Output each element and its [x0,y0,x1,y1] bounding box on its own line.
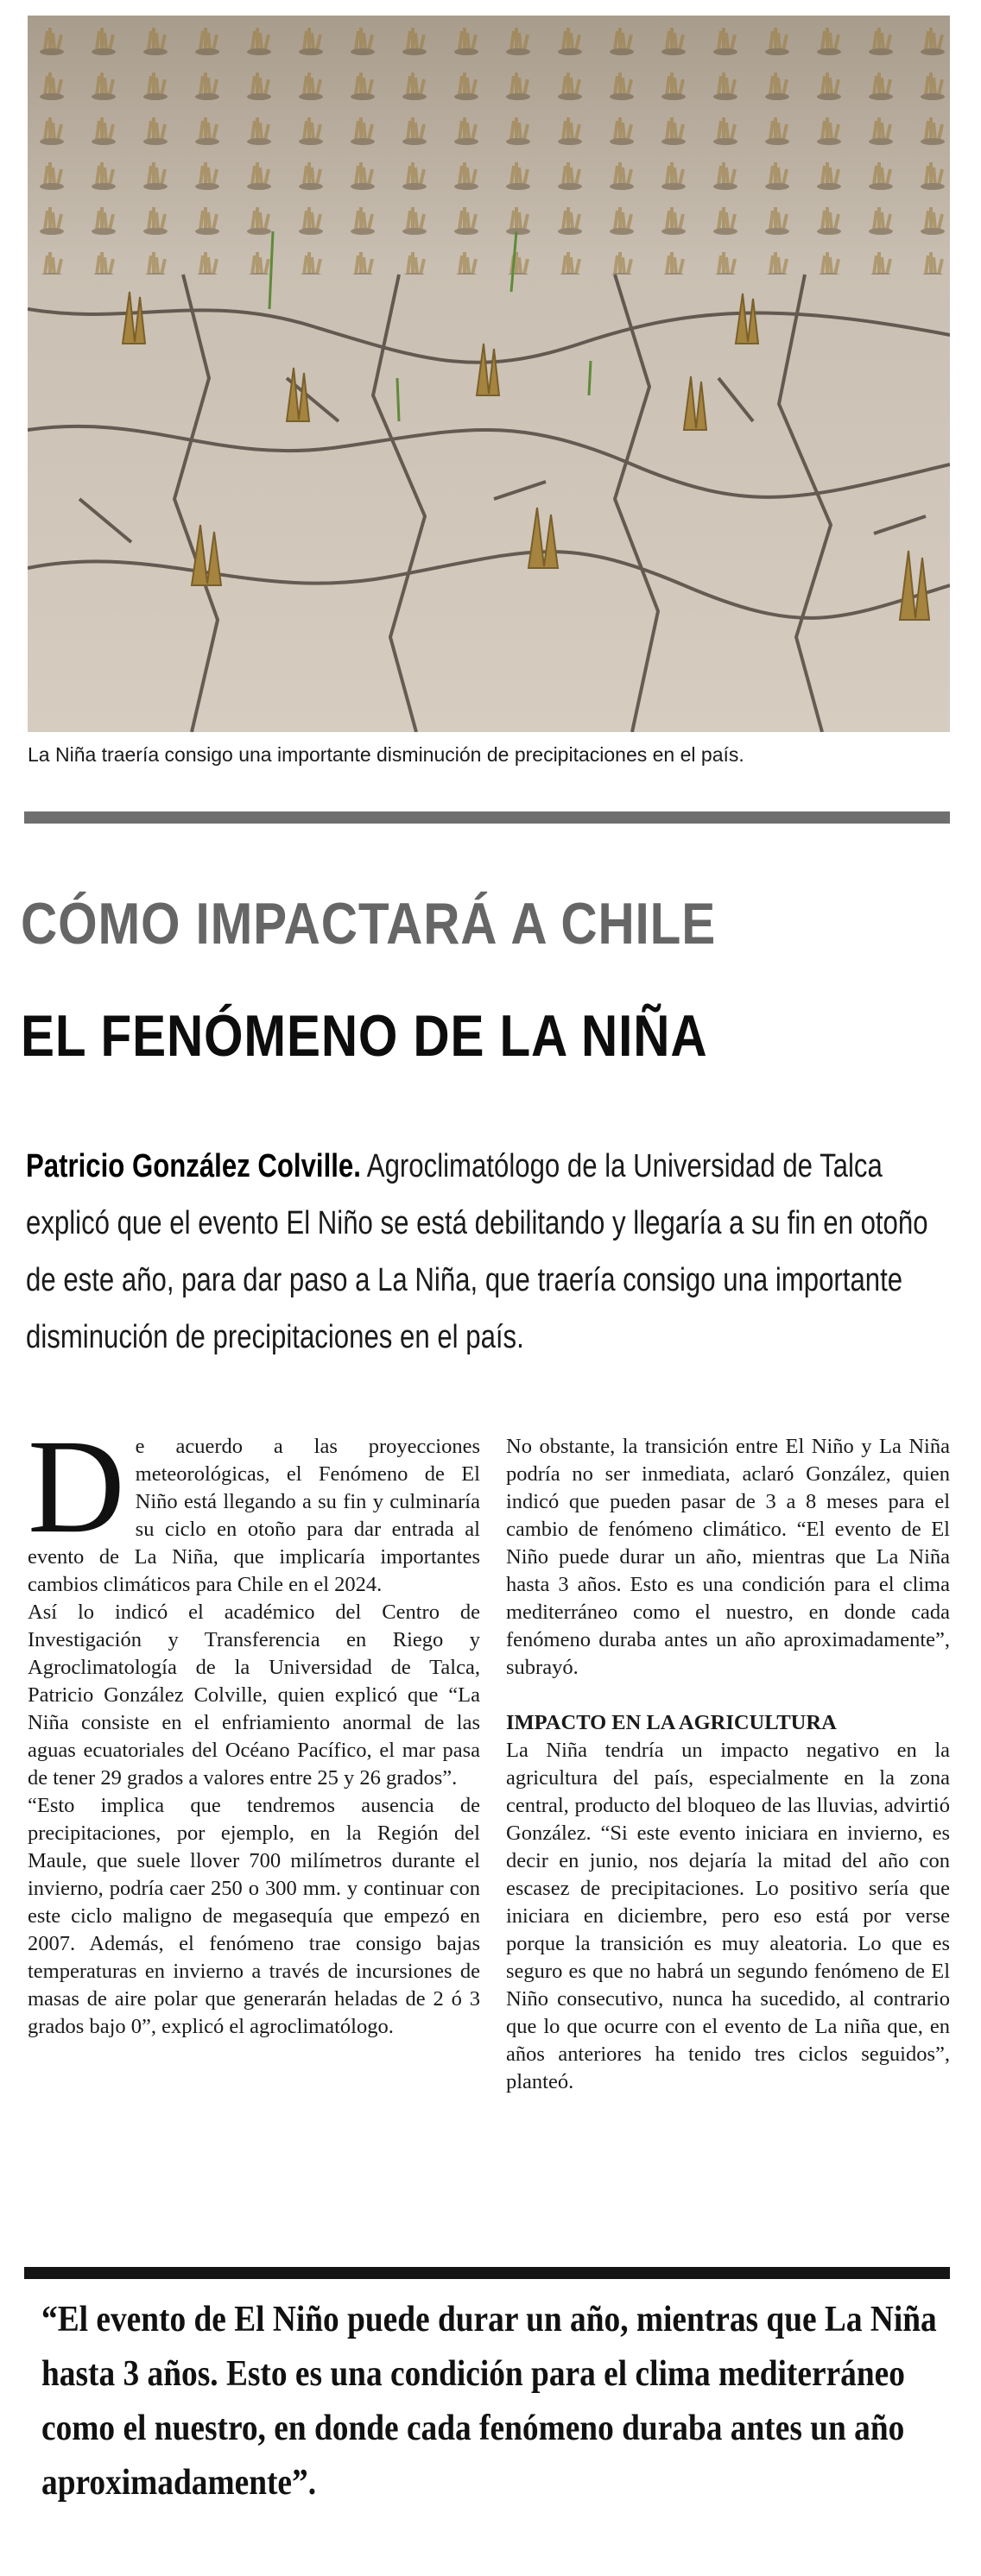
body-paragraph-1: e acuerdo a las proyecciones meteorológicas, el Fenómeno de El Niño está llegando a su fin y culminaría su ciclo en otoño para dar entrada al evento de La Niña, que implicaría importantes cambios climáticos para Chile en el 2024. [28,1435,480,1596]
drop-cap: D [28,1411,125,1561]
headline-line-1: CÓMO IMPACTARÁ A CHILE [21,891,717,957]
section-subheading: IMPACTO EN LA AGRICULTURA [506,1711,837,1734]
section-divider [24,811,950,824]
dry-field-photo [28,16,950,732]
photo-caption: La Niña traería consigo una importante disminución de precipitaciones en el país. [28,743,744,766]
body-paragraph-4: No obstante, la transición entre El Niño y La Niña podría no ser inmediata, aclaró González, quien indicó que pueden pasar de 3 a 8 meses para el cambio de fenómeno climático. “El evento de El Niño puede durar un año, mientras que La Niña hasta 3 años. Esto es una condición para el clima mediterráneo como el nuestro, en donde cada fenómeno duraba antes un año aproximadamente”, subrayó. [506,1435,950,1679]
lead-paragraph [26,1138,953,1366]
body-paragraph-5: La Niña tendría un impacto negativo en la agricultura del país, especialmente en la zona central, producto del bloqueo de las lluvias, advirtió González. “Si este evento iniciara en invierno, es decir en junio, nos dejaría la mitad del año con escasez de precipitaciones. Lo positivo sería que iniciara en diciembre, pero eso está por verse porque la transición es muy aleatoria. Lo que es seguro es que no habrá un segundo fenómeno de El Niño consecutivo, nunca ha sucedido, al contrario que lo que ocurre con el evento de La niña que, en años anteriores ha tenido tres ciclos seguidos”, planteó. [506,1739,950,2093]
cracked-earth-image [28,16,950,732]
article-column-left [28,1411,480,2041]
headline-line-2: EL FENÓMENO DE LA NIÑA [21,1003,708,1069]
article-column-right [506,1433,950,2096]
body-paragraph-2: Así lo indicó el académico del Centro de Investigación y Transferencia en Riego y Agroclimatología de la Universidad de Talca, Patricio González Colville, quien explicó que “La Niña consiste en el enfriamiento anormal de las aguas ecuatoriales del Océano Pacífico, el mar pasa de tener 29 grados a valores entre 25 y 26 grados”. [28,1601,480,1790]
body-paragraph-3: “Esto implica que tendremos ausencia de precipitaciones, por ejemplo, en la Región del Maule, que suele llover 700 milímetros durante el invierno, podría caer 250 o 300 mm. y continuar con este ciclo maligno de megasequía que empezó en 2007. Además, el fenómeno trae consigo bajas temperaturas en invierno a través de incursiones de masas de aire polar que generarán heladas de 2 ó 3 grados bajo 0”, explicó el agroclimatólogo. [28,1794,480,2038]
lead-text: Agroclimatólogo de la Universidad de Talca explicó que el evento El Niño se está debilitando y llegaría a su fin en otoño de este año, para dar paso a La Niña, que traería consigo una importante disminución de precipitaciones en el país. [26,1148,928,1355]
lead-author-name: Patricio González Colville. [26,1148,361,1184]
pull-quote: “El evento de El Niño puede durar un año, mientras que La Niña hasta 3 años. Esto es una condición para el clima mediterráneo como el nuestro, en donde cada fenómeno duraba antes un año aproximadamente”. [41,2300,937,2503]
quote-divider [24,2267,950,2279]
body-paragraph [28,1411,480,1599]
